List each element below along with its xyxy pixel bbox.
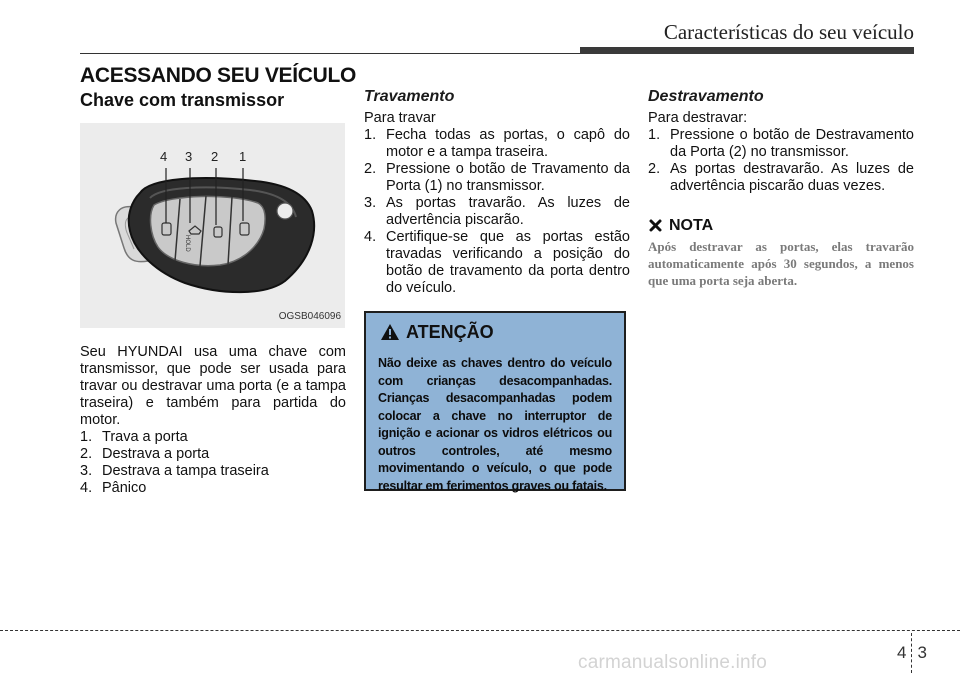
note-header (648, 217, 914, 234)
chapter-number: 4 (897, 643, 907, 662)
hold-label: HOLD (184, 235, 190, 252)
header-title: Características do seu veículo (663, 20, 914, 44)
column-3 (648, 88, 914, 289)
list-item (80, 480, 346, 497)
locking-title: Travamento (364, 88, 455, 105)
list-number: 2. (364, 161, 377, 177)
list-text: As portas destravarão. As luzes de advertência piscarão duas vezes. (670, 161, 914, 194)
list-item (364, 229, 630, 297)
list-number: 1. (80, 429, 93, 445)
key-illustration (80, 123, 345, 328)
header-rule (80, 53, 580, 54)
unlocking-intro: Para destravar: (648, 110, 748, 126)
list-text: Fecha todas as portas, o capô do motor e a tampa traseira. (386, 127, 630, 160)
column-2 (364, 88, 630, 491)
callout-1: 1 (239, 149, 247, 164)
list-number: 4. (80, 480, 93, 496)
list-item (648, 161, 914, 195)
callout-3: 3 (185, 149, 193, 164)
list-item (80, 446, 346, 463)
page-separator (911, 633, 912, 673)
page-number (897, 633, 927, 673)
note-text: Após destravar as portas, elas travarão automaticamente após 30 segundos, a menos que uma porta seja aberta. (648, 239, 914, 288)
list-text: Pânico (102, 480, 147, 496)
warning-triangle-icon (380, 323, 400, 341)
list-item (364, 195, 630, 229)
warning-header (380, 323, 494, 341)
warning-title: ATENÇÃO (406, 321, 494, 342)
footer-rule (0, 630, 960, 631)
list-number: 3. (80, 463, 93, 479)
callout-2: 2 (211, 149, 219, 164)
page-index: 3 (917, 643, 927, 662)
unlocking-steps (648, 127, 914, 195)
list-text: Destrava a tampa traseira (102, 463, 269, 479)
list-text: Pressione o botão de Travamento da Porta (1) no transmissor. (386, 161, 630, 194)
callout-4: 4 (160, 149, 168, 164)
list-text: Certifique-se que as portas estão travadas verificando a posição do botão de travamento da porta dentro do veículo. (386, 229, 630, 296)
locking-intro: Para travar (364, 110, 436, 126)
list-number: 3. (364, 195, 377, 211)
locking-steps (364, 127, 630, 297)
watermark: carmanualsonline.info (578, 652, 768, 673)
note-title: NOTA (669, 217, 714, 234)
list-text: As portas travarão. As luzes de advertência piscarão. (386, 195, 630, 228)
asterisk-icon (648, 218, 663, 233)
unlocking-title: Destravamento (648, 88, 764, 105)
list-number: 1. (364, 127, 377, 143)
list-item (364, 127, 630, 161)
list-number: 2. (648, 161, 661, 177)
figure-caption: OGSB046096 (278, 311, 341, 322)
subtitle-remote-key: Chave com transmissor (80, 90, 285, 110)
column-1 (80, 88, 346, 497)
list-number: 4. (364, 229, 377, 245)
button-function-list (80, 429, 346, 497)
remote-key-paragraph: Seu HYUNDAI usa uma chave com transmissor, que pode ser usada para travar ou destravar uma porta (e a tampa traseira) e também para partida do motor. (80, 344, 346, 428)
list-text: Pressione o botão de Destravamento da Porta (2) no transmissor. (670, 127, 914, 160)
list-item (80, 429, 346, 446)
warning-text: Não deixe as chaves dentro do veículo com crianças desacompanhadas. Crianças desacompanhadas podem colocar a chave no interruptor de ignição e acionar os vidros elétricos ou outros controles, até mesmo movimentando o veículo, o que pode resultar em ferimentos graves ou fatais. (378, 356, 612, 493)
key-figure (80, 123, 345, 328)
list-item (80, 463, 346, 480)
list-item (648, 127, 914, 161)
section-title: ACESSANDO SEU VEÍCULO (80, 64, 357, 87)
list-number: 1. (648, 127, 661, 143)
header-bar (580, 47, 914, 54)
warning-box (364, 311, 626, 491)
list-number: 2. (80, 446, 93, 462)
list-item (364, 161, 630, 195)
list-text: Destrava a porta (102, 446, 210, 462)
list-text: Trava a porta (102, 429, 188, 445)
